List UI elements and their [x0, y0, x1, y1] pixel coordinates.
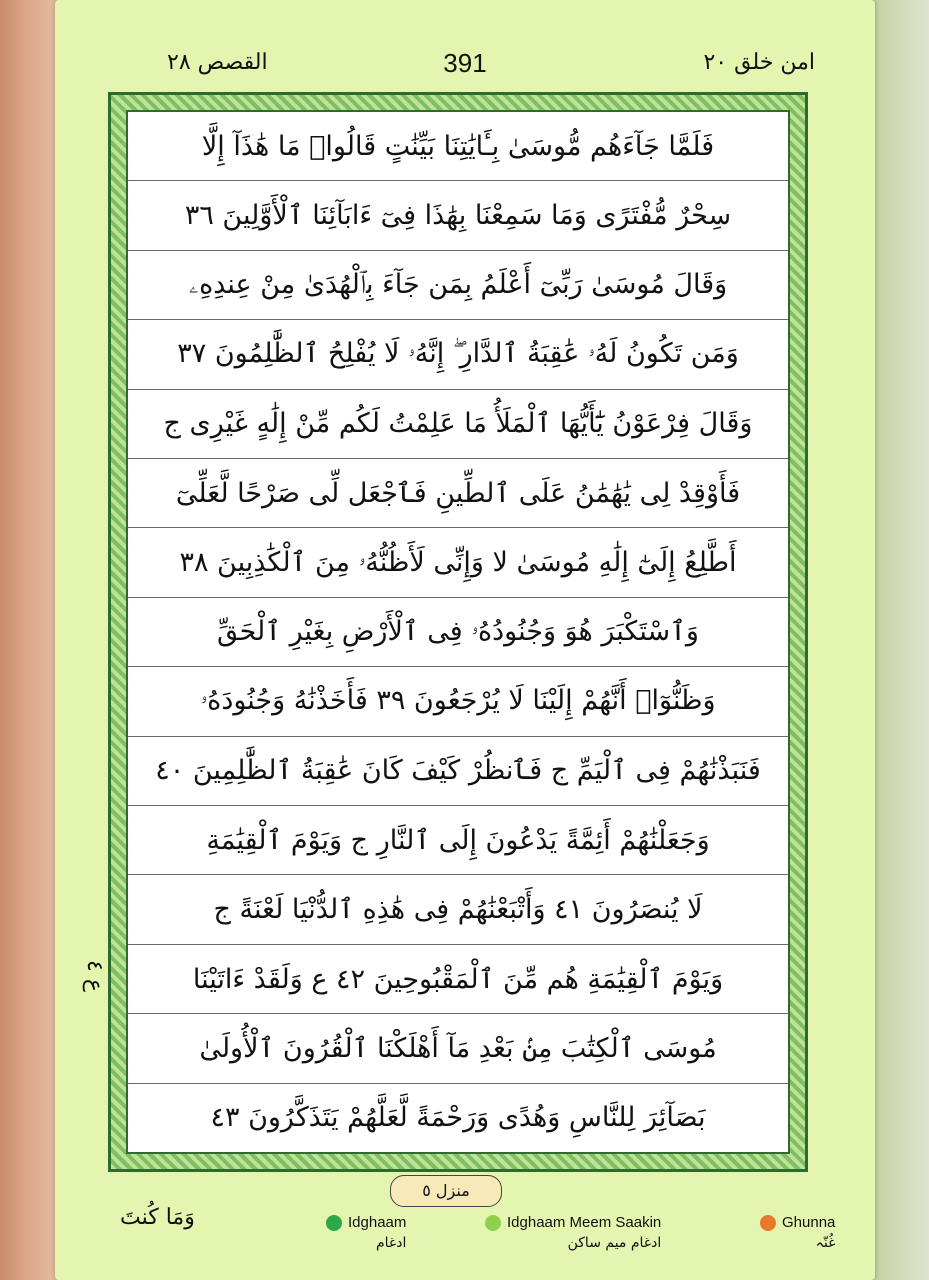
page-header: [55, 44, 875, 84]
verse-line: وَقَالَ مُوسَىٰ رَبِّىٓ أَعْلَمُ بِمَن جَآءَ بِٱلْهُدَىٰ مِنْ عِندِهِۦ: [128, 251, 788, 320]
idghaam-meem-color-dot: [485, 1215, 501, 1231]
verse-line: فَنَبَذْنَٰهُمْ فِى ٱلْيَمِّ ج فَٱنظُرْ كَيْفَ كَانَ عَٰقِبَةُ ٱلظَّٰلِمِينَ ٤٠: [128, 737, 788, 806]
verse-line: وَظَنُّوٓا۟ أَنَّهُمْ إِلَيْنَا لَا يُرْجَعُونَ ٣٩ فَأَخَذْنَٰهُ وَجُنُودَهُۥ: [128, 667, 788, 736]
legend-idghaam-label: Idghaam: [348, 1214, 407, 1231]
verse-line: وَجَعَلْنَٰهُمْ أَئِمَّةً يَدْعُونَ إِلَى ٱلنَّارِ ج وَيَوْمَ ٱلْقِيَٰمَةِ: [128, 806, 788, 875]
verse-lines: [128, 112, 788, 1152]
legend-idghaam-meem-urdu: ادغام میم ساکن: [567, 1235, 662, 1252]
legend-ghunna: [760, 1214, 835, 1251]
verse-line: فَلَمَّا جَآءَهُم مُّوسَىٰ بِـَٔايَٰتِنَا بَيِّنَٰتٍ قَالُوا۟ مَا هَٰذَآ إِلَّا: [128, 112, 788, 181]
catchword: وَمَا كُنتَ: [120, 1205, 195, 1230]
verse-line: وَيَوْمَ ٱلْقِيَٰمَةِ هُم مِّنَ ٱلْمَقْبُوحِينَ ٤٢ ع وَلَقَدْ ءَاتَيْنَا: [128, 945, 788, 1014]
verse-line: فَأَوْقِدْ لِى يَٰهَٰمَٰنُ عَلَى ٱلطِّينِ فَٱجْعَل لِّى صَرْحًا لَّعَلِّىٓ: [128, 459, 788, 528]
verse-line: مُوسَى ٱلْكِتَٰبَ مِنۢ بَعْدِ مَآ أَهْلَكْنَا ٱلْقُرُونَ ٱلْأُولَىٰ: [128, 1014, 788, 1083]
ghunna-color-dot: [760, 1215, 776, 1231]
legend-idghaam: [326, 1214, 406, 1251]
book-edge-left: [0, 0, 60, 1280]
legend-idghaam-meem: [485, 1214, 661, 1251]
surah-name: القصص ٢٨: [167, 50, 268, 75]
verse-line: وَٱسْتَكْبَرَ هُوَ وَجُنُودُهُۥ فِى ٱلْأَرْضِ بِغَيْرِ ٱلْحَقِّ: [128, 598, 788, 667]
verse-line: وَمَن تَكُونُ لَهُۥ عَٰقِبَةُ ٱلدَّارِ ۖ إِنَّهُۥ لَا يُفْلِحُ ٱلظَّٰلِمُونَ ٣٧: [128, 320, 788, 389]
legend-ghunna-label: Ghunna: [782, 1214, 836, 1231]
ornamental-frame: [108, 92, 808, 1172]
juz-name: امن خلق ٢٠: [703, 50, 815, 75]
verse-line: أَطَّلِعُ إِلَىٰٓ إِلَٰهِ مُوسَىٰ لا وَإِنِّى لَأَظُنُّهُۥ مِنَ ٱلْكَٰذِبِينَ ٣٨: [128, 528, 788, 597]
manzil-badge: منزل ٥: [390, 1175, 502, 1207]
text-panel: [126, 110, 790, 1154]
legend-ghunna-urdu: غُنّہ: [815, 1235, 836, 1252]
idghaam-color-dot: [326, 1215, 342, 1231]
ruku-margin-mark: ع ٤: [82, 960, 107, 992]
verse-line: بَصَآئِرَ لِلنَّاسِ وَهُدًى وَرَحْمَةً لَّعَلَّهُمْ يَتَذَكَّرُونَ ٤٣: [210, 1102, 706, 1134]
verse-line: لَا يُنصَرُونَ ٤١ وَأَتْبَعْنَٰهُمْ فِى هَٰذِهِ ٱلدُّنْيَا لَعْنَةً ج: [128, 875, 788, 944]
page-number: 391: [443, 48, 487, 78]
verse-line: سِحْرٌ مُّفْتَرًى وَمَا سَمِعْنَا بِهَٰذَا فِىٓ ءَابَآئِنَا ٱلْأَوَّلِينَ ٣٦: [128, 181, 788, 250]
verse-line: وَقَالَ فِرْعَوْنُ يَٰٓأَيُّهَا ٱلْمَلَأُ مَا عَلِمْتُ لَكُم مِّنْ إِلَٰهٍ غَيْرِى ج: [128, 390, 788, 459]
legend-idghaam-meem-label: Idghaam Meem Saakin: [507, 1214, 662, 1231]
legend-idghaam-urdu: ادغام: [375, 1235, 407, 1252]
